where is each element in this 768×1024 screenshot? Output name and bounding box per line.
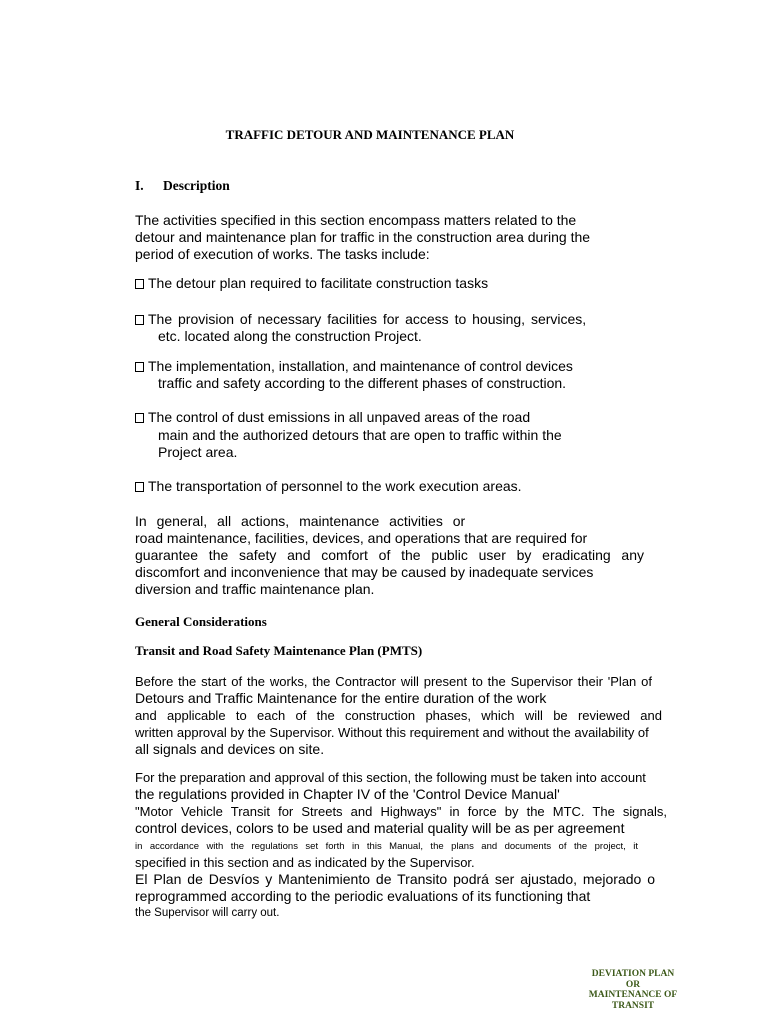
general-line: diversion and traffic maintenance plan.	[135, 581, 375, 597]
document-title: TRAFFIC DETOUR AND MAINTENANCE PLAN	[225, 127, 515, 142]
para2-line: El Plan de Desvíos y Mantenimiento de Transito podrá ser ajustado, mejorado o	[135, 871, 655, 887]
bullet-text: The transportation of personnel to the work execution areas.	[148, 478, 522, 494]
intro-line: period of execution of works. The tasks include:	[135, 246, 430, 262]
para1-line: all signals and devices on site.	[135, 741, 325, 757]
bullet-text: The detour plan required to facilitate construction tasks	[148, 275, 489, 291]
heading-pmts: Transit and Road Safety Maintenance Plan (PMTS)	[135, 643, 423, 658]
general-line: discomfort and inconvenience that may be caused by inadequate services	[135, 564, 594, 580]
para2-line: the regulations provided in Chapter IV of the 'Control Device Manual'	[135, 786, 560, 802]
stamp-line: DEVIATION PLAN OR	[591, 969, 675, 990]
bullet-item	[135, 311, 586, 328]
bullet-item	[135, 478, 522, 495]
checkbox-bullet-icon	[135, 315, 144, 325]
para2-line: reprogrammed according to the periodic evaluations of its functioning that	[135, 888, 591, 904]
para2-line: control devices, colors to be used and material quality will be as per agreement	[135, 820, 625, 836]
stamp-line: MAINTENANCE OF	[588, 990, 678, 1000]
bullet-item	[135, 275, 488, 292]
bullet-continuation: traffic and safety according to the different phases of construction.	[158, 375, 567, 391]
para2-line: in accordance with the regulations set forth in this Manual, the plans and documents of the project, it	[135, 841, 638, 852]
bullet-text: The control of dust emissions in all unpaved areas of the road	[148, 409, 531, 425]
checkbox-bullet-icon	[135, 482, 144, 492]
heading-general-considerations: General Considerations	[135, 614, 267, 629]
para1-line: and applicable to each of the construction phases, which will be reviewed and	[135, 708, 662, 723]
para2-line: specified in this section and as indicated by the Supervisor.	[135, 855, 475, 870]
para1-line: Detours and Traffic Maintenance for the entire duration of the work	[135, 690, 547, 706]
para2-line: the Supervisor will carry out.	[135, 907, 280, 919]
general-line: In general, all actions, maintenance activities or	[135, 513, 466, 529]
general-line: road maintenance, facilities, devices, and operations that are required for	[135, 530, 588, 546]
bullet-item	[135, 409, 530, 426]
section-number: I.	[135, 178, 144, 193]
bullet-continuation: main and the authorized detours that are open to traffic within the	[158, 427, 562, 443]
checkbox-bullet-icon	[135, 279, 144, 289]
bullet-text: The provision of necessary facilities for access to housing, services,	[148, 311, 587, 327]
intro-line: The activities specified in this section encompass matters related to the	[135, 212, 577, 228]
footer-stamp	[585, 969, 681, 1011]
para1-line: Before the start of the works, the Contractor will present to the Supervisor their 'Plan of	[135, 674, 652, 689]
bullet-continuation: Project area.	[158, 444, 238, 460]
para2-line: For the preparation and approval of this section, the following must be taken into account	[135, 770, 646, 785]
para2-line: "Motor Vehicle Transit for Streets and Highways" in force by the MTC. The signals,	[135, 804, 667, 819]
bullet-text: The implementation, installation, and maintenance of control devices	[148, 358, 573, 374]
section-name: Description	[163, 178, 230, 193]
checkbox-bullet-icon	[135, 362, 144, 372]
general-line: guarantee the safety and comfort of the public user by eradicating any	[135, 547, 644, 563]
stamp-line: TRANSIT	[611, 1000, 655, 1011]
checkbox-bullet-icon	[135, 413, 144, 423]
intro-line: detour and maintenance plan for traffic in the construction area during the	[135, 229, 591, 245]
para1-line: written approval by the Supervisor. Without this requirement and without the availability of	[135, 725, 649, 740]
bullet-item	[135, 358, 573, 375]
bullet-continuation: etc. located along the construction Project.	[158, 328, 422, 344]
